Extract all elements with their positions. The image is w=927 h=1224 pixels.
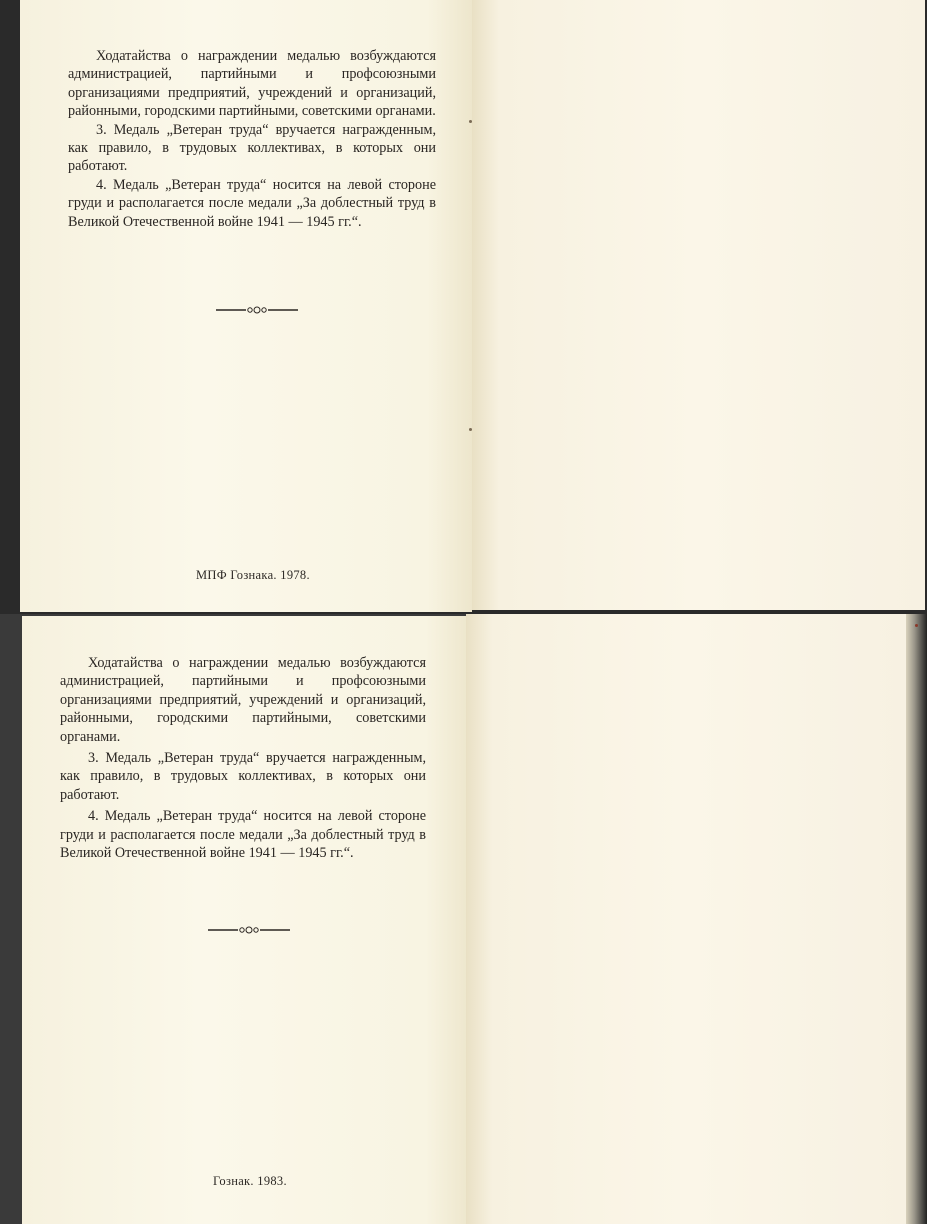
right-page-1978 bbox=[472, 0, 925, 610]
printer-imprint-1978: МПФ Гознака. 1978. bbox=[196, 568, 310, 582]
paragraph-item-3: 3. Медаль „Ветеран труда“ вручается награжденным, как правило, в трудовых коллективах, в которых они работают. bbox=[68, 121, 436, 175]
ornament-divider-icon bbox=[216, 305, 298, 315]
paragraph-item-3: 3. Медаль „Ветеран труда“ вручается награжденным, как правило, в трудовых коллективах, в которых они работают. bbox=[60, 750, 426, 803]
paragraph-petitions: Ходатайства о награждении медалью возбуждаются администрацией, партийными и профсоюзными организациями предприятий, учреждений и организаций, районными, городскими партийными, советскими органами. bbox=[68, 48, 436, 120]
paragraph-item-4: 4. Медаль „Ветеран труда“ носится на левой стороне груди и располагается после медали „За доблестный труд в Великой Отечественной войне 1941 — 1945 гг.“. bbox=[68, 176, 436, 230]
statute-text-1983 bbox=[60, 654, 426, 862]
printer-imprint-1983: Гознак. 1983. bbox=[213, 1174, 287, 1188]
right-page-1983 bbox=[466, 614, 906, 1224]
staple-mark bbox=[469, 428, 472, 431]
statute-text-1978 bbox=[68, 47, 436, 231]
scan-right-shadow-bottom bbox=[906, 614, 927, 1224]
staple-mark bbox=[469, 120, 472, 123]
scan-dust-mark bbox=[915, 624, 918, 627]
paragraph-item-4: 4. Медаль „Ветеран труда“ носится на левой стороне груди и располагается после медали „За доблестный труд в Великой Отечественной войне 1941 — 1945 гг.“. bbox=[60, 808, 426, 862]
paragraph-petitions: Ходатайства о награждении медалью возбуждаются администрацией, партийными и профсоюзными организациями предприятий, учреждений и организаций, районными, городскими партийными, советскими органами. bbox=[60, 655, 426, 745]
ornament-divider-icon bbox=[208, 925, 290, 935]
